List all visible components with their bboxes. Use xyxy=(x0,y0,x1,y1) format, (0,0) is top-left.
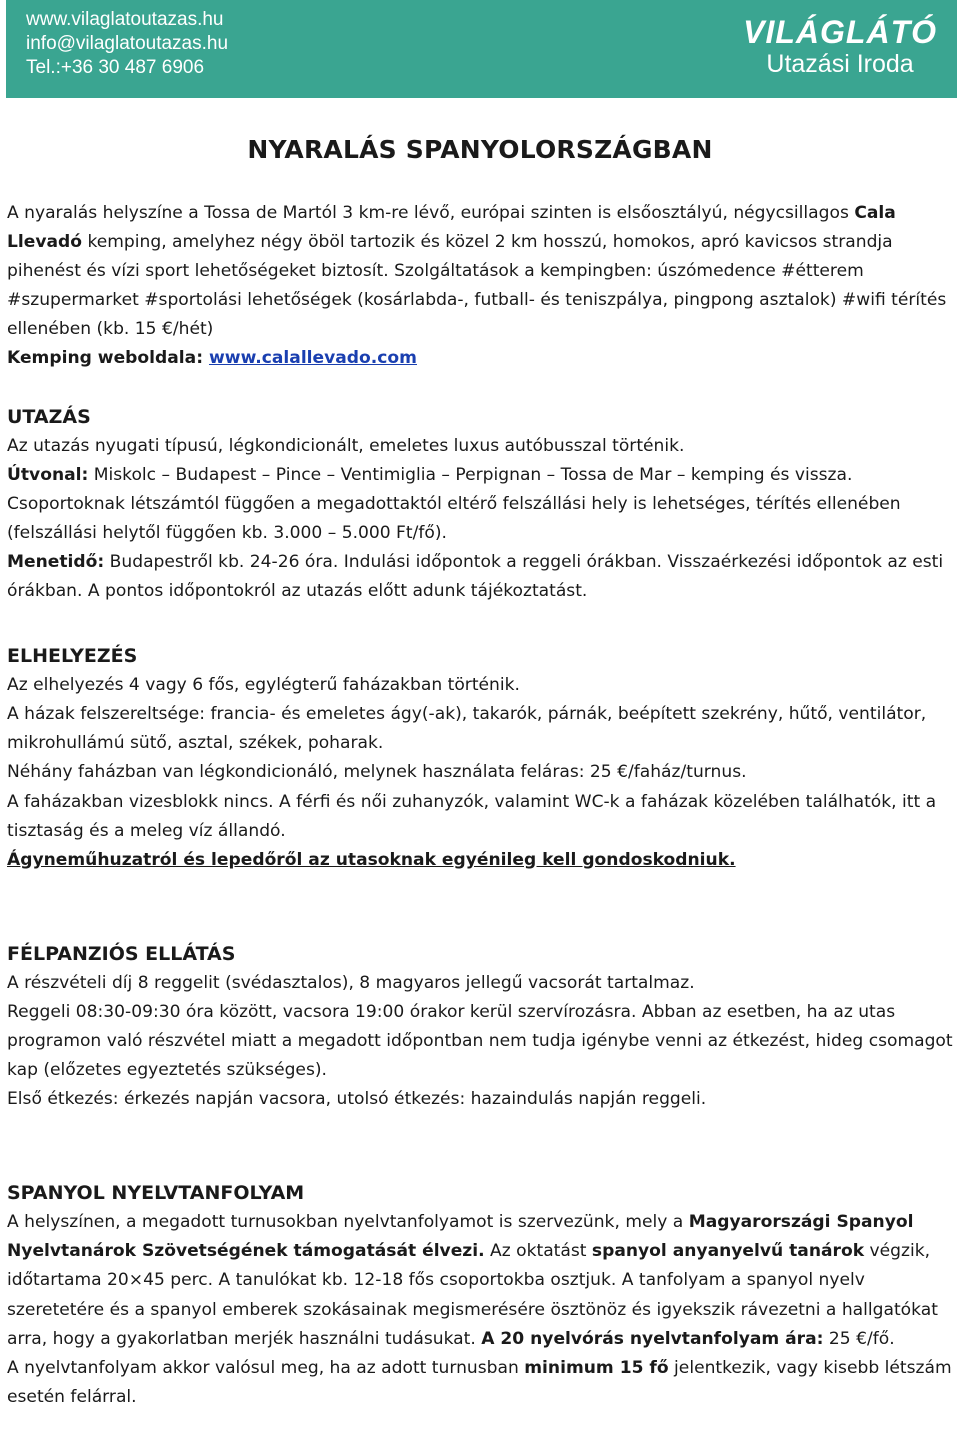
brand-logo xyxy=(743,14,937,78)
utazas-route xyxy=(7,461,953,548)
nyelv-text-4: A nyelvtanfolyam akkor valósul meg, ha az adott turnusban xyxy=(7,1357,525,1378)
elhelyezes-p5 xyxy=(7,846,953,875)
elhelyezes-p1: Az elhelyezés 4 vagy 6 fős, egylégterű faházakban történik. xyxy=(7,675,520,696)
intro-text-2: kemping, amelyhez négy öböl tartozik és közel 2 km hosszú, homokos, apró kavicsos strandja pihenést és vízi sport lehetőségeket biztosít. Szolgáltatások a kempingben: úszómedence #étterem #szupermarket #sportolási lehetőségek (kosárlabda-, futball- és teniszpálya, pingpong asztalok) #wifi térítés ellenében (kb. 15 €/hét) xyxy=(7,232,947,340)
camp-website-line xyxy=(7,344,953,373)
contact-block xyxy=(26,8,228,80)
route-label: Útvonal: xyxy=(7,464,89,485)
route-text: Miskolc – Budapest – Pince – Ventimiglia – Perpignan – Tossa de Mar – kemping és vissza. Csoportoknak létszámtól függően a megadottaktól eltérő felszállási hely is lehetséges, térítés ellenében (felszállási helytől függően kb. 3.000 – 5.000 Ft/fő). xyxy=(7,464,901,543)
nyelv-price-text: 25 €/fő. xyxy=(823,1328,895,1349)
brand-subtitle: Utazási Iroda xyxy=(766,50,914,78)
nyelv-p2 xyxy=(7,1354,953,1412)
ellatas-p3: Első étkezés: érkezés napján vacsora, utolsó étkezés: hazaindulás napján reggeli. xyxy=(7,1089,707,1110)
website-text: www.vilaglatoutazas.hu xyxy=(26,9,224,30)
email-text: info@vilaglatoutazas.hu xyxy=(26,33,229,54)
section-heading-nyelv: SPANYOL NYELVTANFOLYAM xyxy=(7,1182,305,1205)
intro-text-1: A nyaralás helyszíne a Tossa de Martól 3 km-re lévő, európai szinten is elsőosztályú, négycsillagos xyxy=(7,203,855,223)
page-title: NYARALÁS SPANYOLORSZÁGBAN xyxy=(247,135,713,164)
section-heading-ellatas: FÉLPANZIÓS ELLÁTÁS xyxy=(7,942,236,965)
duration-label: Menetidő: xyxy=(7,551,105,572)
ellatas-p1: A részvételi díj 8 reggelit (svédasztalos), 8 magyaros jellegű vacsorát tartalmaz. xyxy=(7,972,695,993)
camp-name: Cala Llevadó xyxy=(7,203,896,253)
nyelv-text-3: végzik, időtartama 20×45 perc. A tanulókat kb. 12-18 fős csoportokba osztjuk. A tanfolyam a spanyol nyelv szeretetére és a spanyol emberek szokásainak megismerésére ösztönöz és igyekszik rávezetni a hallgatókat arra, hogy a gyakorlatban merjék használni tudásukat. xyxy=(7,1241,938,1349)
bedding-notice: Ágyneműhuzatról és lepedőről az utasoknak egyénileg kell gondoskodniuk. xyxy=(7,849,736,870)
header-banner xyxy=(6,0,957,98)
nyelv-minimum: minimum 15 fő xyxy=(524,1357,669,1378)
utazas-duration xyxy=(7,548,953,606)
elhelyezes-p3: Néhány faházban van légkondicionáló, melynek használata feláras: 25 €/faház/turnus. xyxy=(7,762,747,783)
utazas-bus: Az utazás nyugati típusú, légkondicionált, emeletes luxus autóbusszal történik. xyxy=(7,435,685,456)
duration-text: Budapestről kb. 24-26 óra. Indulási időpontok a reggeli órákban. Visszaérkezési időpontok az esti órákban. A pontos időpontokról az utazás előtt adunk tájékoztatást. xyxy=(7,551,944,602)
section-heading-elhelyezes: ELHELYEZÉS xyxy=(7,645,138,668)
document-body xyxy=(7,130,953,1412)
camp-website-link[interactable]: www.calallevado.com xyxy=(208,348,417,369)
nyelv-text-1: A helyszínen, a megadott turnusokban nyelvtanfolyamot is szervezünk, mely a xyxy=(7,1212,689,1233)
ellatas-p2: Reggeli 08:30-09:30 óra között, vacsora 19:00 órakor kerül szervírozásra. Abban az esetben, ha az utas programon való részvétel miatt a megadott időpontban nem tudja igénybe venni az étkezést, hideg csomagot kap (előzetes egyeztetés szükséges). xyxy=(7,1001,953,1081)
nyelv-price-label: A 20 nyelvórás nyelvtanfolyam ára: xyxy=(481,1328,824,1349)
brand-name: VILÁGLÁTÓ xyxy=(743,14,937,50)
elhelyezes-p4: A faházakban vizesblokk nincs. A férfi és női zuhanyzók, valamint WC-k a faházak közelében találhatók, itt a tisztaság és a meleg víz állandó. xyxy=(7,791,937,841)
nyelv-association: Magyarországi Spanyol Nyelvtanárok Szövetségének támogatását élvezi. xyxy=(7,1212,914,1262)
nyelv-teachers: spanyol anyanyelvű tanárok xyxy=(591,1241,865,1262)
phone-text: Tel.:+36 30 487 6906 xyxy=(26,57,205,78)
section-heading-utazas: UTAZÁS xyxy=(7,405,91,428)
elhelyezes-p2: A házak felszereltsége: francia- és emeletes ágy(-ak), takarók, párnák, beépített szekrény, hűtő, ventilátor, mikrohullámú sütő, asztal, székek, poharak. xyxy=(7,704,927,754)
intro-paragraph xyxy=(7,199,953,344)
nyelv-text-5: jelentkezik, vagy kisebb létszám esetén felárral. xyxy=(7,1357,952,1407)
nyelv-text-2: Az oktatást xyxy=(484,1241,592,1262)
camp-website-label: Kemping weboldala: xyxy=(7,348,209,369)
nyelv-p1 xyxy=(7,1208,953,1353)
